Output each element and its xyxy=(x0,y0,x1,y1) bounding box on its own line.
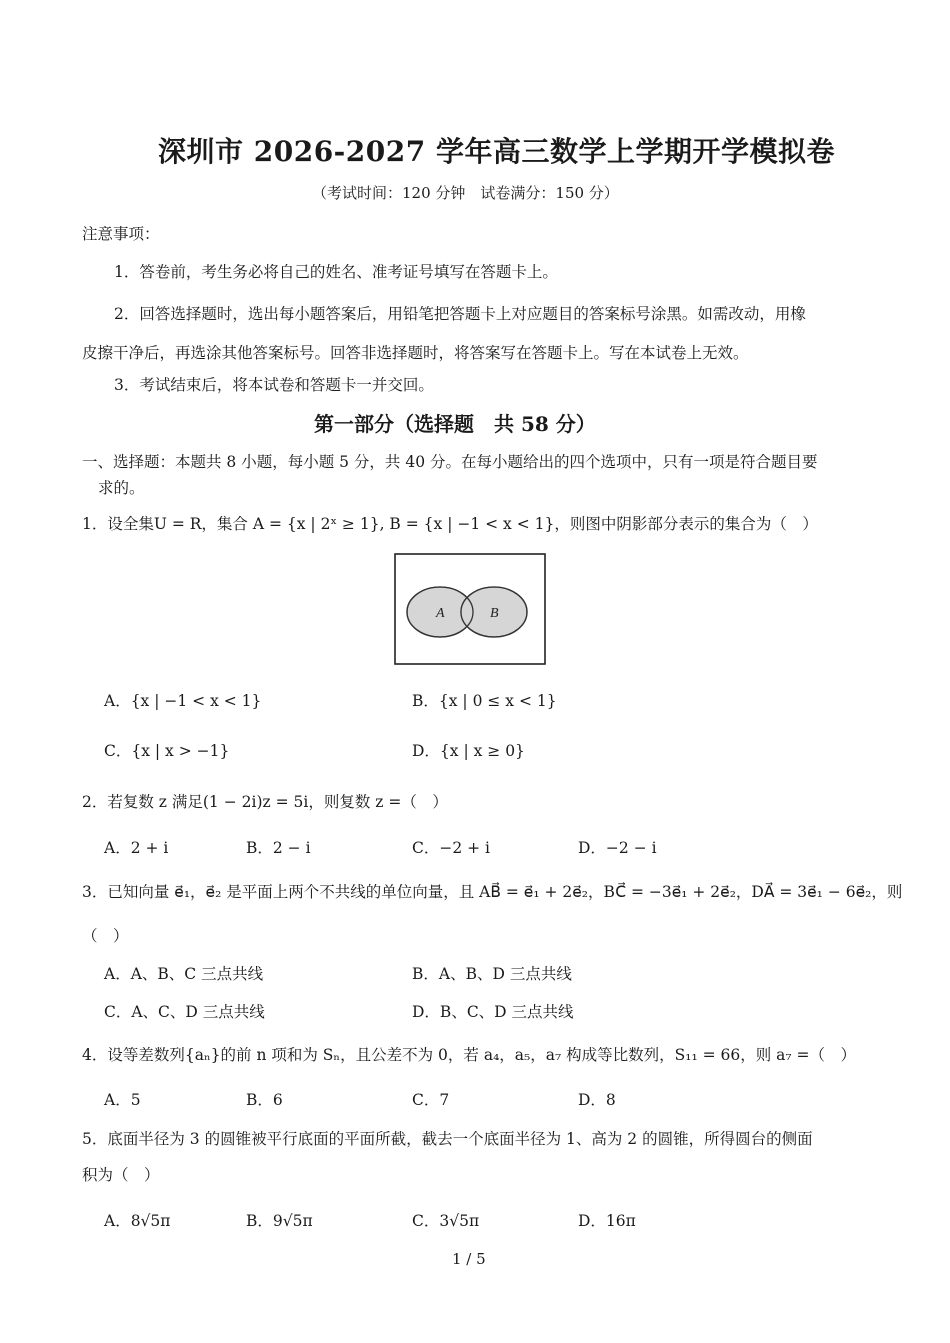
notes-heading: 注意事项： xyxy=(82,225,160,243)
question-1-option-b: B．{x | 0 ≤ x < 1} xyxy=(412,692,557,710)
venn-label-b: B xyxy=(490,606,499,621)
question-1-option-a: A．{x | −1 < x < 1} xyxy=(104,692,262,710)
question-2-stem: 2．若复数 z 满足(1 − 2i)z = 5i，则复数 z =（ ） xyxy=(82,793,448,811)
question-4-option-d: D．8 xyxy=(578,1091,616,1109)
page-number: 1 / 5 xyxy=(452,1250,486,1268)
question-3-stem: 3．已知向量 e⃗₁，e⃗₂ 是平面上两个不共线的单位向量，且 AB⃗ = e⃗₁ + 2e⃗₂，BC⃗ = −3e⃗₁ + 2e⃗₂，DA⃗ = 3e⃗₁ − 6e⃗₂，则 xyxy=(82,883,903,901)
question-3-option-c: C．A、C、D 三点共线 xyxy=(104,1003,265,1021)
question-4-option-c: C．7 xyxy=(412,1091,450,1109)
question-5-option-a: A．8√5π xyxy=(104,1212,171,1230)
question-3-option-d: D．B、C、D 三点共线 xyxy=(412,1003,574,1021)
question-3-stem-cont: （ ） xyxy=(82,927,129,945)
question-2-option-b: B．2 − i xyxy=(246,839,311,857)
venn-label-a: A xyxy=(436,606,445,621)
section1-line2: 求的。 xyxy=(98,479,145,497)
question-3-option-a: A．A、B、C 三点共线 xyxy=(104,965,264,983)
question-5-option-c: C．3√5π xyxy=(412,1212,480,1230)
question-1-option-c: C．{x | x > −1} xyxy=(104,742,230,760)
venn-diagram xyxy=(394,553,546,665)
part1-heading: 第一部分（选择题 共 58 分） xyxy=(314,412,596,436)
question-4-option-b: B．6 xyxy=(246,1091,283,1109)
notes-item-1: 1．答卷前，考生务必将自己的姓名、准考证号填写在答题卡上。 xyxy=(114,263,558,281)
exam-title: 深圳市 2026-2027 学年高三数学上学期开学模拟卷 xyxy=(158,135,835,168)
question-1-stem: 1．设全集U = R，集合 A = {x | 2ˣ ≥ 1}, B = {x | −1 < x < 1}，则图中阴影部分表示的集合为（ ） xyxy=(82,515,818,533)
notes-item-3: 3．考试结束后，将本试卷和答题卡一并交回。 xyxy=(114,376,434,394)
question-5-option-b: B．9√5π xyxy=(246,1212,313,1230)
section1-line1: 一、选择题：本题共 8 小题，每小题 5 分，共 40 分。在每小题给出的四个选项中，只有一项是符合题目要 xyxy=(82,453,818,471)
question-2-option-a: A．2 + i xyxy=(104,839,169,857)
question-5-stem-cont: 积为（ ） xyxy=(82,1166,160,1184)
question-3-option-b: B．A、B、D 三点共线 xyxy=(412,965,572,983)
question-2-option-c: C．−2 + i xyxy=(412,839,491,857)
question-4-option-a: A．5 xyxy=(104,1091,141,1109)
notes-item-2-cont: 皮擦干净后，再选涂其他答案标号。回答非选择题时，将答案写在答题卡上。写在本试卷上无效。 xyxy=(82,344,749,362)
question-5-option-d: D．16π xyxy=(578,1212,636,1230)
question-2-option-d: D．−2 − i xyxy=(578,839,657,857)
question-5-stem: 5．底面半径为 3 的圆锥被平行底面的平面所截，截去一个底面半径为 1、高为 2 的圆锥，所得圆台的侧面 xyxy=(82,1130,813,1148)
question-4-stem: 4．设等差数列{aₙ}的前 n 项和为 Sₙ，且公差不为 0，若 a₄，a₅，a₇ 构成等比数列，S₁₁ = 66，则 a₇ =（ ） xyxy=(82,1046,857,1064)
question-1-option-d: D．{x | x ≥ 0} xyxy=(412,742,525,760)
notes-item-2: 2．回答选择题时，选出每小题答案后，用铅笔把答题卡上对应题目的答案标号涂黑。如需改动，用橡 xyxy=(114,305,806,323)
exam-subtitle: （考试时间：120 分钟 试卷满分：150 分） xyxy=(312,184,619,202)
